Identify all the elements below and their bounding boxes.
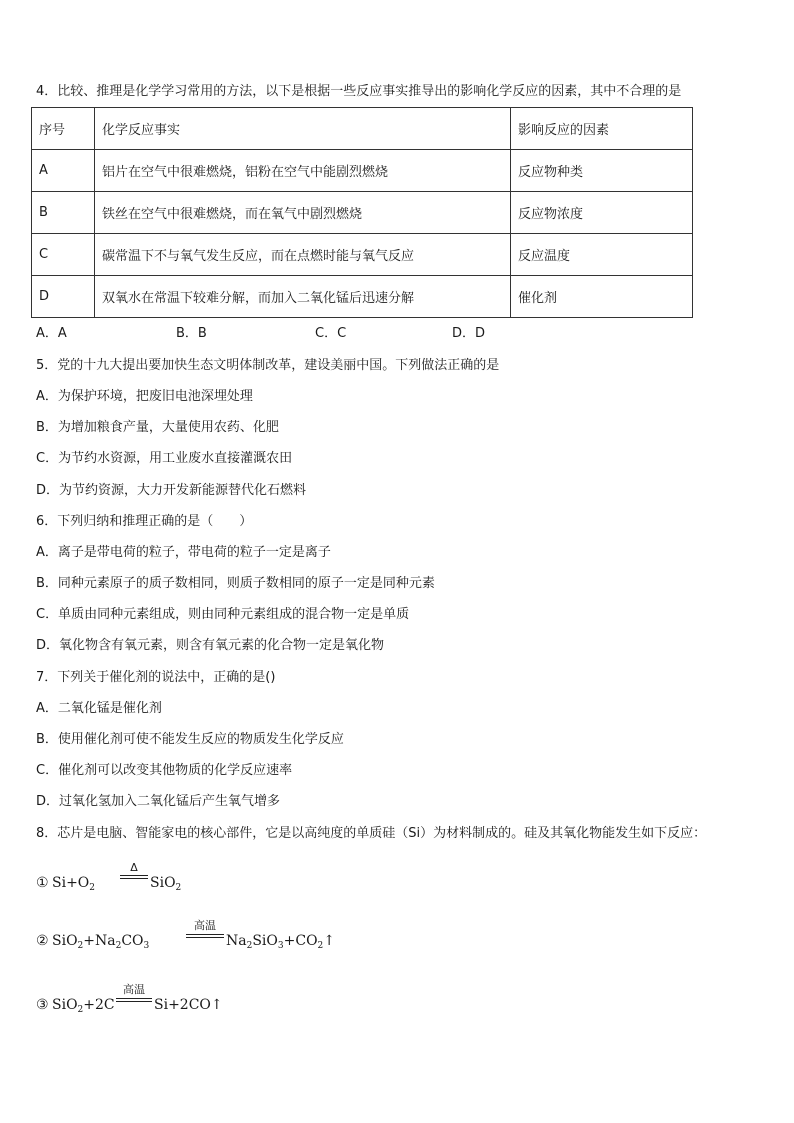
table-cell: C: [32, 234, 95, 276]
q5-option-c[interactable]: C．为节约水资源，用工业废水直接灌溉农田: [36, 451, 293, 466]
table-cell: 双氧水在常温下较难分解，而加入二氧化锰后迅速分解: [95, 276, 511, 318]
q5-option-a[interactable]: A．为保护环境，把废旧电池深埋处理: [36, 389, 253, 404]
q7-stem: 7．下列关于催化剂的说法中，正确的是(): [36, 670, 276, 685]
table-row: [32, 192, 693, 234]
table-row: [32, 276, 693, 318]
high-temperature-condition: 高温: [123, 983, 145, 996]
high-temperature-condition: 高温: [194, 919, 216, 932]
equation-3: [36, 984, 266, 1014]
equals-bar-bottom: [186, 937, 224, 938]
table-cell: 铝片在空气中很难燃烧，铝粉在空气中能剧烈燃烧: [95, 150, 511, 192]
header-cell: 化学反应事实: [95, 108, 511, 150]
q5-stem: 5．党的十九大提出要加快生态文明体制改革，建设美丽中国。下列做法正确的是: [36, 358, 500, 373]
equation-lhs: $SiO_2+Na_2CO_3$: [52, 933, 150, 951]
q7-option-d[interactable]: D．过氧化氢加入二氧化锰后产生氧气增多: [36, 794, 281, 809]
q7-option-c[interactable]: C．催化剂可以改变其他物质的化学反应速率: [36, 763, 293, 778]
header-cell: 影响反应的因素: [511, 108, 693, 150]
equals-bar-bottom: [116, 1001, 152, 1002]
table-cell: 反应物种类: [511, 150, 693, 192]
q5-option-b[interactable]: B．为增加粮食产量，大量使用农药、化肥: [36, 420, 279, 435]
table-row: [32, 150, 693, 192]
table-cell: 反应物浓度: [511, 192, 693, 234]
equation-lhs: $Si+O_2$: [52, 875, 96, 893]
table-cell: 反应温度: [511, 234, 693, 276]
equation-rhs: Si+2CO↑: [154, 997, 223, 1013]
q6-option-a[interactable]: A．离子是带电荷的粒子，带电荷的粒子一定是离子: [36, 545, 331, 560]
equation-2: [36, 920, 336, 950]
equals-bar-top: [116, 998, 152, 999]
equation-number: ③: [36, 997, 49, 1013]
table-cell: A: [32, 150, 95, 192]
heating-condition: Δ: [130, 861, 138, 874]
table-header-row: [32, 108, 693, 150]
q5-option-d[interactable]: D．为节约资源，大力开发新能源替代化石燃料: [36, 483, 307, 498]
q4-stem: 4．比较、推理是化学学习常用的方法，以下是根据一些反应事实推导出的影响化学反应的因素，其中不合理的是: [36, 84, 682, 99]
q6-option-b[interactable]: B．同种元素原子的质子数相同，则质子数相同的原子一定是同种元素: [36, 576, 435, 591]
equals-bar-top: [120, 875, 148, 876]
q4-options: [36, 325, 556, 343]
table-cell: 催化剂: [511, 276, 693, 318]
equation-rhs: $Na_2SiO_3+CO_2↑$: [226, 933, 336, 951]
table-cell: 铁丝在空气中很难燃烧，而在氧气中剧烈燃烧: [95, 192, 511, 234]
equation-lhs: SiO$_2$+2C: [52, 997, 115, 1015]
table-cell: D: [32, 276, 95, 318]
q4-option-d[interactable]: D．D: [452, 326, 486, 341]
q4-option-a[interactable]: A．A: [36, 326, 67, 341]
q6-option-c[interactable]: C．单质由同种元素组成，则由同种元素组成的混合物一定是单质: [36, 607, 410, 622]
q8-stem: 8．芯片是电脑、智能家电的核心部件，它是以高纯度的单质硅（Si）为材料制成的。硅及其氧化物能发生如下反应：: [36, 826, 707, 841]
q4-option-b[interactable]: B．B: [176, 326, 207, 341]
table-row: [32, 234, 693, 276]
equation-number: ②: [36, 933, 49, 949]
equation-rhs: SiO$_2$: [150, 875, 182, 893]
equals-bar-top: [186, 934, 224, 935]
equation-number: ①: [36, 875, 49, 891]
table-cell: 碳常温下不与氧气发生反应，而在点燃时能与氧气反应: [95, 234, 511, 276]
equals-bar-bottom: [120, 878, 148, 879]
table-cell: B: [32, 192, 95, 234]
q4-option-c[interactable]: C．C: [315, 326, 347, 341]
reaction-facts-table: [31, 107, 693, 318]
q6-stem: 6．下列归纳和推理正确的是（ ）: [36, 514, 253, 529]
q7-option-a[interactable]: A．二氧化锰是催化剂: [36, 701, 162, 716]
header-cell: 序号: [32, 108, 95, 150]
equation-1: [36, 862, 196, 892]
q7-option-b[interactable]: B．使用催化剂可使不能发生反应的物质发生化学反应: [36, 732, 344, 747]
q6-option-d[interactable]: D．氧化物含有氧元素，则含有氧元素的化合物一定是氧化物: [36, 638, 385, 653]
